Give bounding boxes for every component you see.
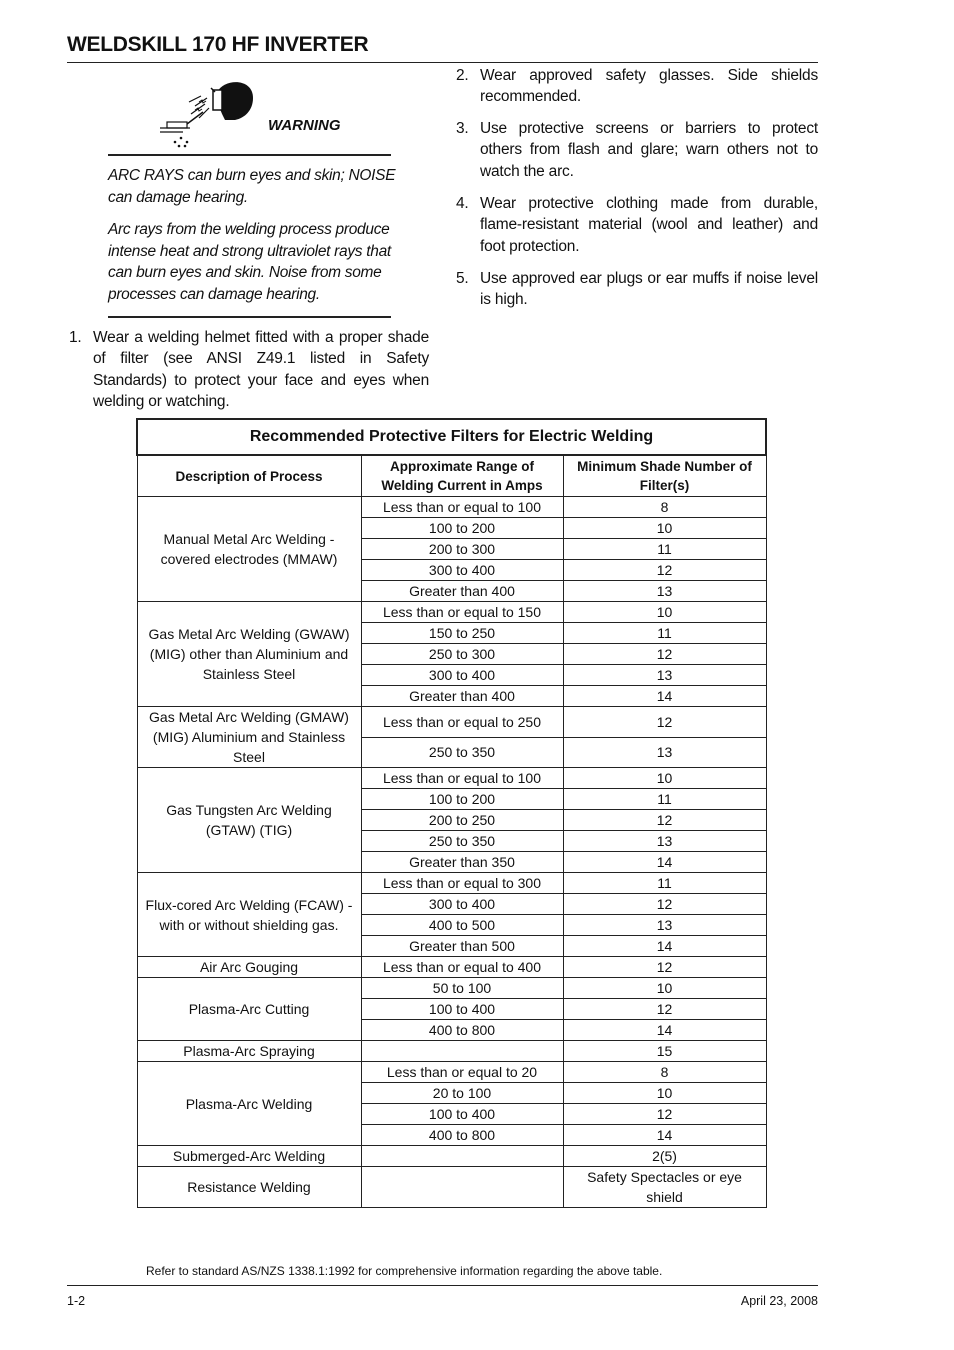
shade-number-cell: 15 <box>563 1041 766 1062</box>
shade-number-cell: 13 <box>563 915 766 936</box>
table-row <box>137 602 766 623</box>
table-row <box>137 1041 766 1062</box>
title-rule <box>67 62 818 63</box>
shade-number-cell: 10 <box>563 768 766 789</box>
current-range-cell: 200 to 300 <box>361 539 563 560</box>
current-range-cell: 100 to 200 <box>361 518 563 539</box>
warning-body: Arc rays from the welding process produce intense heat and strong ultraviolet rays that can burn eyes and skin. Noise from some processes can damage hearing. <box>108 221 391 303</box>
list-number: 4. <box>456 195 469 212</box>
shade-number-cell: 13 <box>563 665 766 686</box>
shade-number-cell: 12 <box>563 560 766 581</box>
current-range-cell: 400 to 800 <box>361 1125 563 1146</box>
warning-label: WARNING <box>268 117 341 134</box>
current-range-cell: Less than or equal to 20 <box>361 1062 563 1083</box>
shade-number-cell: 12 <box>563 707 766 738</box>
process-cell: Plasma-Arc Welding <box>137 1062 361 1146</box>
list-text: Wear protective clothing made from durable, flame-resistant material (wool and leather) and foot protection. <box>480 195 818 255</box>
shade-number-cell: 13 <box>563 831 766 852</box>
list-number: 5. <box>456 270 469 287</box>
current-range-cell <box>361 1146 563 1167</box>
shade-number-cell: 12 <box>563 894 766 915</box>
shade-number-cell: 14 <box>563 936 766 957</box>
process-cell: Air Arc Gouging <box>137 957 361 978</box>
warning-headline: ARC RAYS can burn eyes and skin; NOISE can damage hearing. <box>108 167 396 206</box>
footer-date: April 23, 2008 <box>740 1294 818 1308</box>
shade-number-cell: 12 <box>563 1104 766 1125</box>
process-cell: Resistance Welding <box>137 1167 361 1208</box>
current-range-cell: 100 to 400 <box>361 1104 563 1125</box>
current-range-cell: Less than or equal to 400 <box>361 957 563 978</box>
shade-number-cell: 13 <box>563 581 766 602</box>
page-title: WELDSKILL 170 HF INVERTER <box>67 33 369 56</box>
table-row <box>137 497 766 518</box>
shade-number-cell: 11 <box>563 789 766 810</box>
current-range-cell: Less than or equal to 100 <box>361 497 563 518</box>
welding-helmet-arc-icon <box>155 76 260 152</box>
shade-number-cell: 8 <box>563 1062 766 1083</box>
shade-number-cell: 2(5) <box>563 1146 766 1167</box>
shade-number-cell: 14 <box>563 686 766 707</box>
table-row <box>137 768 766 789</box>
current-range-cell: Less than or equal to 250 <box>361 707 563 738</box>
shade-number-cell: 10 <box>563 518 766 539</box>
list-item-4 <box>456 193 818 259</box>
process-cell: Gas Metal Arc Welding (GWAW) (MIG) other than Aluminium and Stainless Steel <box>137 602 361 707</box>
list-number: 1. <box>69 329 82 346</box>
table-footnote: Refer to standard AS/NZS 1338.1:1992 for comprehensive information regarding the above table. <box>146 1264 663 1278</box>
shade-number-cell: 14 <box>563 1020 766 1041</box>
current-range-cell: 250 to 350 <box>361 737 563 768</box>
list-number: 2. <box>456 67 469 84</box>
table-row <box>137 978 766 999</box>
process-cell: Flux-cored Arc Welding (FCAW) -with or without shielding gas. <box>137 873 361 957</box>
current-range-cell: 50 to 100 <box>361 978 563 999</box>
process-cell: Submerged-Arc Welding <box>137 1146 361 1167</box>
process-cell: Gas Metal Arc Welding (GMAW) (MIG) Aluminium and Stainless Steel <box>137 707 361 768</box>
current-range-cell: 100 to 400 <box>361 999 563 1020</box>
shade-number-cell: Safety Spectacles or eye shield <box>563 1167 766 1208</box>
column-header-current: Approximate Range of Welding Current in Amps <box>361 455 563 497</box>
list-item-5 <box>456 268 818 312</box>
list-text: Use protective screens or barriers to protect others from flash and glare; warn others not to watch the arc. <box>480 120 818 180</box>
shade-number-cell: 11 <box>563 873 766 894</box>
table-row <box>137 707 766 738</box>
table-row <box>137 957 766 978</box>
table-body <box>137 497 766 1208</box>
warning-bottom-rule <box>108 316 391 318</box>
list-number: 3. <box>456 120 469 137</box>
list-text: Wear a welding helmet fitted with a proper shade of filter (see ANSI Z49.1 listed in Safety Standards) to protect your face and eyes when welding or watching. <box>93 329 429 410</box>
table-row <box>137 1146 766 1167</box>
list-text: Use approved ear plugs or ear muffs if noise level is high. <box>480 270 818 309</box>
list-item-3 <box>456 118 818 184</box>
shade-number-cell: 12 <box>563 810 766 831</box>
process-cell: Manual Metal Arc Welding - covered electrodes (MMAW) <box>137 497 361 602</box>
column-header-process: Description of Process <box>137 455 361 497</box>
current-range-cell: 200 to 250 <box>361 810 563 831</box>
shade-number-cell: 12 <box>563 644 766 665</box>
shade-number-cell: 13 <box>563 737 766 768</box>
current-range-cell: 300 to 400 <box>361 894 563 915</box>
current-range-cell: 250 to 350 <box>361 831 563 852</box>
current-range-cell: 400 to 500 <box>361 915 563 936</box>
current-range-cell: Greater than 350 <box>361 852 563 873</box>
footer-rule <box>67 1285 818 1286</box>
current-range-cell: Greater than 500 <box>361 936 563 957</box>
current-range-cell: Greater than 400 <box>361 686 563 707</box>
table-row <box>137 1062 766 1083</box>
current-range-cell: 300 to 400 <box>361 665 563 686</box>
list-item-1 <box>69 327 429 413</box>
list-text: Wear approved safety glasses. Side shields recommended. <box>480 67 818 106</box>
shade-number-cell: 12 <box>563 957 766 978</box>
table-row <box>137 873 766 894</box>
shade-number-cell: 12 <box>563 999 766 1020</box>
shade-number-cell: 10 <box>563 1083 766 1104</box>
process-cell: Gas Tungsten Arc Welding (GTAW) (TIG) <box>137 768 361 873</box>
shade-number-cell: 11 <box>563 623 766 644</box>
shade-number-cell: 14 <box>563 852 766 873</box>
shade-number-cell: 10 <box>563 602 766 623</box>
current-range-cell: Greater than 400 <box>361 581 563 602</box>
current-range-cell: Less than or equal to 100 <box>361 768 563 789</box>
protective-filters-table <box>136 418 767 1208</box>
process-cell: Plasma-Arc Cutting <box>137 978 361 1041</box>
column-header-shade: Minimum Shade Number of Filter(s) <box>563 455 766 497</box>
current-range-cell <box>361 1041 563 1062</box>
current-range-cell: 300 to 400 <box>361 560 563 581</box>
current-range-cell: 150 to 250 <box>361 623 563 644</box>
page-number: 1-2 <box>67 1294 86 1308</box>
table-title: Recommended Protective Filters for Electric Welding <box>137 419 766 455</box>
current-range-cell: 20 to 100 <box>361 1083 563 1104</box>
shade-number-cell: 11 <box>563 539 766 560</box>
shade-number-cell: 8 <box>563 497 766 518</box>
table-row <box>137 1167 766 1208</box>
list-item-2 <box>456 65 818 109</box>
current-range-cell: 250 to 300 <box>361 644 563 665</box>
warning-top-rule <box>108 154 391 156</box>
current-range-cell <box>361 1167 563 1208</box>
current-range-cell: Less than or equal to 150 <box>361 602 563 623</box>
shade-number-cell: 10 <box>563 978 766 999</box>
process-cell: Plasma-Arc Spraying <box>137 1041 361 1062</box>
current-range-cell: Less than or equal to 300 <box>361 873 563 894</box>
shade-number-cell: 14 <box>563 1125 766 1146</box>
current-range-cell: 400 to 800 <box>361 1020 563 1041</box>
current-range-cell: 100 to 200 <box>361 789 563 810</box>
